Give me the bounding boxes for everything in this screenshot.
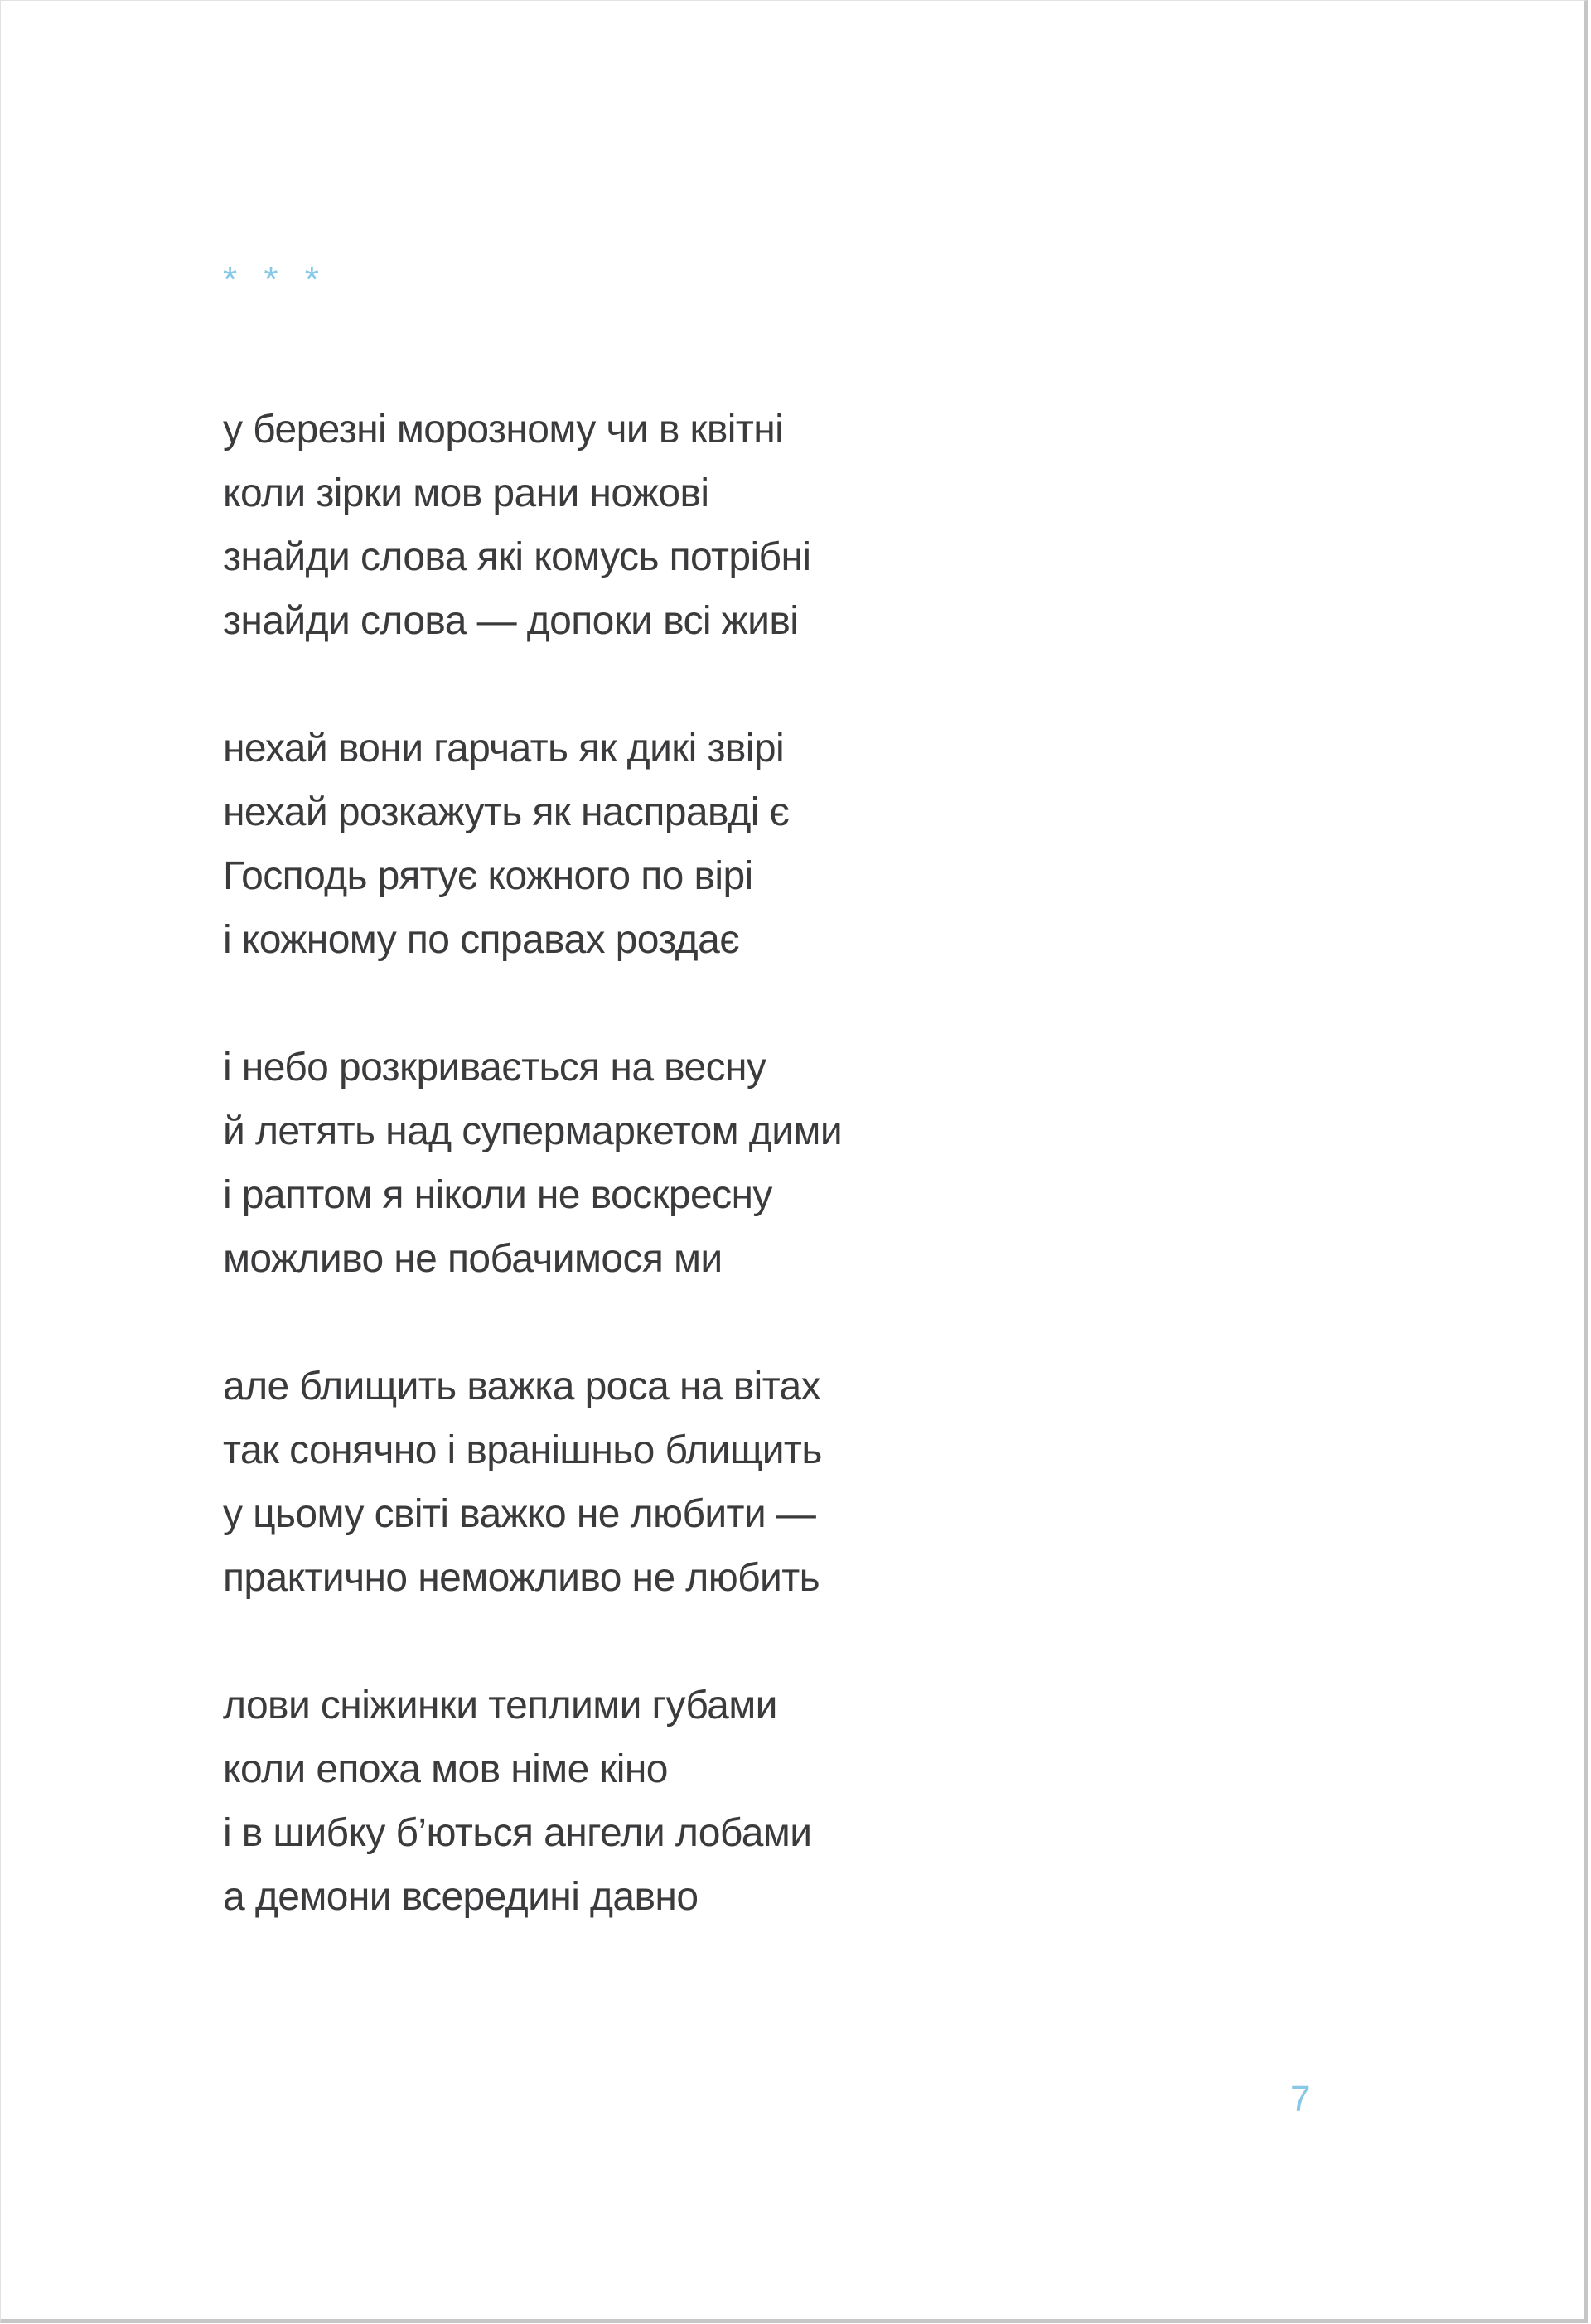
poem-line: практично неможливо не любить bbox=[223, 1556, 820, 1600]
poem-line: і небо розкривається на весну bbox=[223, 1046, 766, 1090]
poem-body bbox=[223, 398, 842, 1993]
section-ornament: * * * bbox=[223, 259, 327, 300]
poem-line: але блищить важка роса на вітах bbox=[223, 1365, 821, 1408]
poem-line: так сонячно і вранішньо блищить bbox=[223, 1428, 822, 1472]
poem-line: й летять над супермаркетом дими bbox=[223, 1109, 843, 1153]
poem-line: Господь рятує кожного по вірі bbox=[223, 854, 753, 898]
poem-line: і раптом я ніколи не воскресну bbox=[223, 1173, 772, 1217]
poem-line: знайди слова які комусь потрібні bbox=[223, 535, 811, 579]
poem-line: а демони всередині давно bbox=[223, 1875, 699, 1919]
stanza bbox=[223, 1355, 842, 1610]
poem-line: знайди слова — допоки всі живі bbox=[223, 599, 799, 643]
page-number: 7 bbox=[1290, 2079, 1311, 2119]
poem-line: нехай вони гарчать як дикі звірі bbox=[223, 727, 785, 771]
poem-line: можливо не побачимося ми bbox=[223, 1237, 723, 1281]
poem-line: коли епоха мов німе кіно bbox=[223, 1747, 668, 1791]
poem-line: у березні морозному чи в квітні bbox=[223, 408, 784, 452]
poem-line: коли зірки мов рани ножові bbox=[223, 471, 709, 515]
stanza bbox=[223, 717, 842, 972]
stanza bbox=[223, 398, 842, 653]
poem-line: і в шибку б’ються ангели лобами bbox=[223, 1811, 812, 1855]
stanza bbox=[223, 1036, 842, 1291]
poem-line: нехай розкажуть як насправді є bbox=[223, 790, 790, 834]
poem-line: у цьому світі важко не любити — bbox=[223, 1492, 816, 1536]
poem-line: і кожному по справах роздає bbox=[223, 918, 740, 962]
stanza bbox=[223, 1674, 842, 1929]
poem-line: лови сніжинки теплими губами bbox=[223, 1684, 777, 1727]
